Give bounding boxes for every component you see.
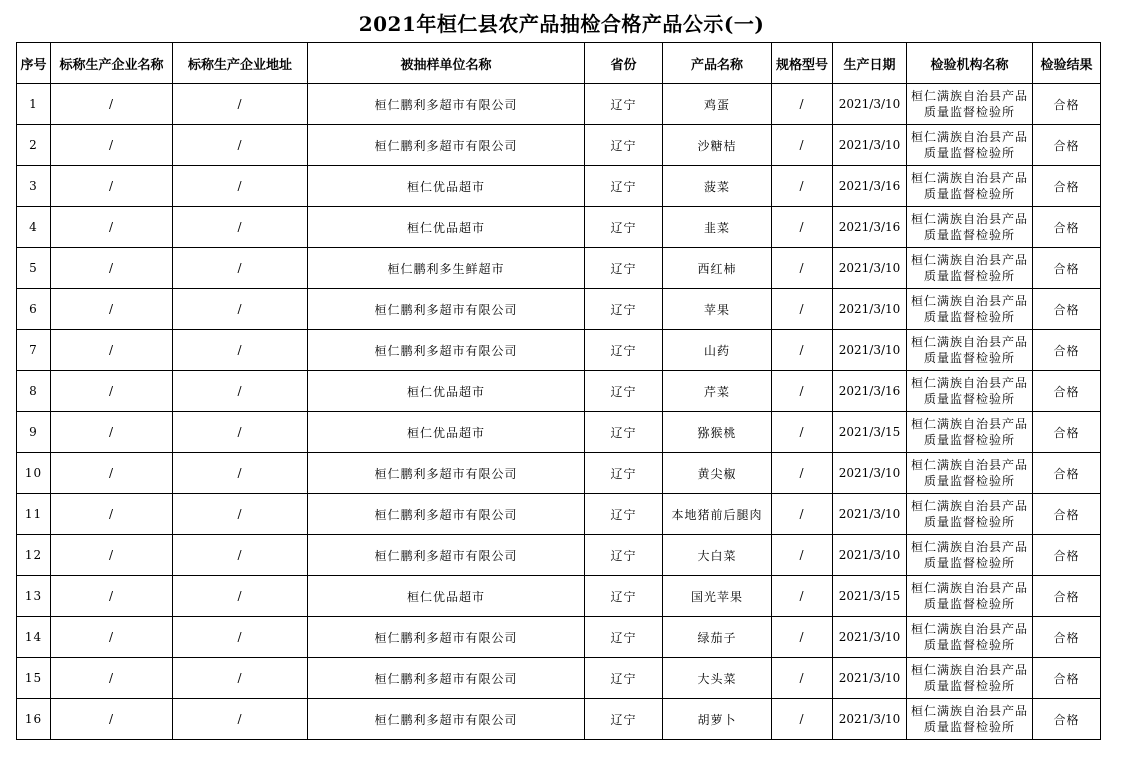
cell-result: 合格 — [1033, 166, 1101, 207]
header-row — [17, 43, 1101, 84]
cell-sampled-unit: 桓仁鹏利多生鲜超市 — [308, 248, 585, 289]
cell-province: 辽宁 — [585, 576, 663, 617]
org-line-2: 质量监督检验所 — [923, 556, 1015, 570]
table-row — [17, 576, 1101, 617]
cell-spec: / — [772, 84, 833, 125]
cell-production-date: 2021/3/10 — [833, 658, 907, 699]
cell-company-name: / — [51, 453, 173, 494]
header-product-name: 产品名称 — [663, 43, 772, 84]
cell-company-name: / — [51, 576, 173, 617]
cell-production-date: 2021/3/10 — [833, 453, 907, 494]
cell-result: 合格 — [1033, 412, 1101, 453]
org-line-1: 桓仁满族自治县产品 — [910, 294, 1028, 308]
cell-product-name: 沙糖桔 — [663, 125, 772, 166]
cell-serial-no: 8 — [17, 371, 51, 412]
cell-production-date: 2021/3/10 — [833, 289, 907, 330]
cell-company-name: / — [51, 125, 173, 166]
cell-production-date: 2021/3/10 — [833, 535, 907, 576]
cell-product-name: 猕猴桃 — [663, 412, 772, 453]
cell-company-address: / — [173, 576, 308, 617]
cell-sampled-unit: 桓仁优品超市 — [308, 371, 585, 412]
org-line-2: 质量监督检验所 — [923, 474, 1015, 488]
cell-result: 合格 — [1033, 125, 1101, 166]
table-row — [17, 535, 1101, 576]
cell-sampled-unit: 桓仁鹏利多超市有限公司 — [308, 289, 585, 330]
table-row — [17, 617, 1101, 658]
cell-spec: / — [772, 535, 833, 576]
org-line-1: 桓仁满族自治县产品 — [910, 212, 1028, 226]
header-company-address: 标称生产企业地址 — [173, 43, 308, 84]
cell-result: 合格 — [1033, 84, 1101, 125]
header-sampled-unit: 被抽样单位名称 — [308, 43, 585, 84]
org-line-1: 桓仁满族自治县产品 — [910, 622, 1028, 636]
cell-sampled-unit: 桓仁鹏利多超市有限公司 — [308, 494, 585, 535]
cell-sampled-unit: 桓仁鹏利多超市有限公司 — [308, 453, 585, 494]
cell-inspection-org — [907, 166, 1033, 207]
cell-company-name: / — [51, 289, 173, 330]
cell-sampled-unit: 桓仁鹏利多超市有限公司 — [308, 699, 585, 740]
org-line-2: 质量监督检验所 — [923, 187, 1015, 201]
cell-serial-no: 5 — [17, 248, 51, 289]
org-line-1: 桓仁满族自治县产品 — [910, 458, 1028, 472]
cell-result: 合格 — [1033, 453, 1101, 494]
table-row — [17, 453, 1101, 494]
org-line-1: 桓仁满族自治县产品 — [910, 171, 1028, 185]
cell-product-name: 本地猪前后腿肉 — [663, 494, 772, 535]
table-row — [17, 84, 1101, 125]
cell-inspection-org — [907, 371, 1033, 412]
cell-company-name: / — [51, 412, 173, 453]
org-line-1: 桓仁满族自治县产品 — [910, 335, 1028, 349]
table-row — [17, 494, 1101, 535]
cell-spec: / — [772, 576, 833, 617]
cell-serial-no: 7 — [17, 330, 51, 371]
cell-company-name: / — [51, 248, 173, 289]
cell-production-date: 2021/3/16 — [833, 207, 907, 248]
cell-production-date: 2021/3/16 — [833, 371, 907, 412]
cell-inspection-org — [907, 289, 1033, 330]
cell-inspection-org — [907, 576, 1033, 617]
table-row — [17, 371, 1101, 412]
cell-company-name: / — [51, 371, 173, 412]
table-body — [17, 84, 1101, 740]
cell-sampled-unit: 桓仁优品超市 — [308, 166, 585, 207]
org-line-2: 质量监督检验所 — [923, 720, 1015, 734]
cell-company-name: / — [51, 330, 173, 371]
cell-inspection-org — [907, 494, 1033, 535]
header-inspection-org: 检验机构名称 — [907, 43, 1033, 84]
cell-inspection-org — [907, 453, 1033, 494]
cell-inspection-org — [907, 658, 1033, 699]
cell-product-name: 山药 — [663, 330, 772, 371]
cell-company-address: / — [173, 125, 308, 166]
cell-company-address: / — [173, 330, 308, 371]
cell-spec: / — [772, 658, 833, 699]
cell-spec: / — [772, 412, 833, 453]
header-province: 省份 — [585, 43, 663, 84]
cell-product-name: 西红柿 — [663, 248, 772, 289]
cell-company-address: / — [173, 535, 308, 576]
cell-product-name: 芹菜 — [663, 371, 772, 412]
cell-company-address: / — [173, 658, 308, 699]
cell-sampled-unit: 桓仁鹏利多超市有限公司 — [308, 125, 585, 166]
cell-province: 辽宁 — [585, 453, 663, 494]
header-serial-no: 序号 — [17, 43, 51, 84]
table-row — [17, 248, 1101, 289]
cell-result: 合格 — [1033, 699, 1101, 740]
cell-serial-no: 4 — [17, 207, 51, 248]
cell-serial-no: 13 — [17, 576, 51, 617]
org-line-2: 质量监督检验所 — [923, 515, 1015, 529]
cell-inspection-org — [907, 330, 1033, 371]
org-line-2: 质量监督检验所 — [923, 351, 1015, 365]
cell-result: 合格 — [1033, 207, 1101, 248]
cell-company-address: / — [173, 166, 308, 207]
org-line-1: 桓仁满族自治县产品 — [910, 376, 1028, 390]
cell-spec: / — [772, 166, 833, 207]
header-company-name: 标称生产企业名称 — [51, 43, 173, 84]
cell-spec: / — [772, 330, 833, 371]
cell-result: 合格 — [1033, 330, 1101, 371]
cell-province: 辽宁 — [585, 248, 663, 289]
cell-company-address: / — [173, 371, 308, 412]
cell-inspection-org — [907, 412, 1033, 453]
cell-province: 辽宁 — [585, 535, 663, 576]
table-row — [17, 125, 1101, 166]
cell-inspection-org — [907, 535, 1033, 576]
cell-serial-no: 12 — [17, 535, 51, 576]
cell-serial-no: 9 — [17, 412, 51, 453]
cell-product-name: 黄尖椒 — [663, 453, 772, 494]
cell-product-name: 韭菜 — [663, 207, 772, 248]
header-production-date: 生产日期 — [833, 43, 907, 84]
cell-result: 合格 — [1033, 371, 1101, 412]
org-line-2: 质量监督检验所 — [923, 146, 1015, 160]
page-title: 2021年桓仁县农产品抽检合格产品公示(一) — [358, 12, 765, 36]
cell-serial-no: 10 — [17, 453, 51, 494]
table-row — [17, 412, 1101, 453]
org-line-1: 桓仁满族自治县产品 — [910, 417, 1028, 431]
table-row — [17, 289, 1101, 330]
header-spec: 规格型号 — [772, 43, 833, 84]
org-line-1: 桓仁满族自治县产品 — [910, 704, 1028, 718]
cell-company-address: / — [173, 494, 308, 535]
cell-spec: / — [772, 371, 833, 412]
cell-serial-no: 14 — [17, 617, 51, 658]
cell-company-name: / — [51, 166, 173, 207]
cell-spec: / — [772, 494, 833, 535]
cell-inspection-org — [907, 84, 1033, 125]
cell-province: 辽宁 — [585, 617, 663, 658]
cell-province: 辽宁 — [585, 330, 663, 371]
cell-inspection-org — [907, 207, 1033, 248]
cell-spec: / — [772, 248, 833, 289]
cell-spec: / — [772, 207, 833, 248]
cell-production-date: 2021/3/15 — [833, 412, 907, 453]
cell-product-name: 菠菜 — [663, 166, 772, 207]
org-line-2: 质量监督检验所 — [923, 105, 1015, 119]
cell-company-address: / — [173, 207, 308, 248]
cell-province: 辽宁 — [585, 207, 663, 248]
org-line-2: 质量监督检验所 — [923, 392, 1015, 406]
org-line-2: 质量监督检验所 — [923, 269, 1015, 283]
cell-province: 辽宁 — [585, 125, 663, 166]
cell-production-date: 2021/3/10 — [833, 84, 907, 125]
cell-sampled-unit: 桓仁鹏利多超市有限公司 — [308, 84, 585, 125]
table-row — [17, 330, 1101, 371]
cell-company-address: / — [173, 84, 308, 125]
cell-company-name: / — [51, 494, 173, 535]
cell-inspection-org — [907, 125, 1033, 166]
cell-spec: / — [772, 289, 833, 330]
cell-spec: / — [772, 125, 833, 166]
cell-province: 辽宁 — [585, 494, 663, 535]
cell-product-name: 大白菜 — [663, 535, 772, 576]
org-line-1: 桓仁满族自治县产品 — [910, 663, 1028, 677]
cell-result: 合格 — [1033, 289, 1101, 330]
cell-inspection-org — [907, 248, 1033, 289]
cell-product-name: 胡萝卜 — [663, 699, 772, 740]
table-row — [17, 166, 1101, 207]
cell-sampled-unit: 桓仁鹏利多超市有限公司 — [308, 535, 585, 576]
cell-company-name: / — [51, 699, 173, 740]
cell-result: 合格 — [1033, 494, 1101, 535]
cell-company-name: / — [51, 207, 173, 248]
cell-production-date: 2021/3/10 — [833, 248, 907, 289]
cell-production-date: 2021/3/10 — [833, 617, 907, 658]
org-line-2: 质量监督检验所 — [923, 597, 1015, 611]
cell-production-date: 2021/3/10 — [833, 125, 907, 166]
cell-sampled-unit: 桓仁鹏利多超市有限公司 — [308, 658, 585, 699]
cell-spec: / — [772, 453, 833, 494]
cell-company-name: / — [51, 535, 173, 576]
cell-company-address: / — [173, 453, 308, 494]
cell-result: 合格 — [1033, 248, 1101, 289]
org-line-1: 桓仁满族自治县产品 — [910, 581, 1028, 595]
cell-company-address: / — [173, 412, 308, 453]
cell-spec: / — [772, 699, 833, 740]
inspection-table — [16, 42, 1101, 740]
cell-province: 辽宁 — [585, 371, 663, 412]
cell-province: 辽宁 — [585, 412, 663, 453]
cell-result: 合格 — [1033, 617, 1101, 658]
cell-company-name: / — [51, 658, 173, 699]
org-line-2: 质量监督检验所 — [923, 228, 1015, 242]
cell-result: 合格 — [1033, 658, 1101, 699]
cell-province: 辽宁 — [585, 658, 663, 699]
org-line-2: 质量监督检验所 — [923, 310, 1015, 324]
cell-inspection-org — [907, 617, 1033, 658]
cell-serial-no: 16 — [17, 699, 51, 740]
cell-spec: / — [772, 617, 833, 658]
cell-company-name: / — [51, 84, 173, 125]
cell-production-date: 2021/3/16 — [833, 166, 907, 207]
cell-province: 辽宁 — [585, 289, 663, 330]
cell-province: 辽宁 — [585, 84, 663, 125]
cell-serial-no: 11 — [17, 494, 51, 535]
cell-province: 辽宁 — [585, 699, 663, 740]
cell-result: 合格 — [1033, 535, 1101, 576]
cell-sampled-unit: 桓仁鹏利多超市有限公司 — [308, 617, 585, 658]
cell-production-date: 2021/3/10 — [833, 494, 907, 535]
cell-production-date: 2021/3/10 — [833, 330, 907, 371]
org-line-1: 桓仁满族自治县产品 — [910, 499, 1028, 513]
cell-company-address: / — [173, 699, 308, 740]
cell-product-name: 绿茄子 — [663, 617, 772, 658]
cell-province: 辽宁 — [585, 166, 663, 207]
cell-inspection-org — [907, 699, 1033, 740]
cell-sampled-unit: 桓仁优品超市 — [308, 207, 585, 248]
cell-serial-no: 2 — [17, 125, 51, 166]
cell-production-date: 2021/3/10 — [833, 699, 907, 740]
cell-sampled-unit: 桓仁优品超市 — [308, 412, 585, 453]
table-row — [17, 658, 1101, 699]
cell-product-name: 苹果 — [663, 289, 772, 330]
cell-company-address: / — [173, 617, 308, 658]
org-line-1: 桓仁满族自治县产品 — [910, 540, 1028, 554]
table-row — [17, 699, 1101, 740]
cell-production-date: 2021/3/15 — [833, 576, 907, 617]
cell-sampled-unit: 桓仁优品超市 — [308, 576, 585, 617]
cell-product-name: 国光苹果 — [663, 576, 772, 617]
cell-serial-no: 6 — [17, 289, 51, 330]
cell-serial-no: 3 — [17, 166, 51, 207]
header-result: 检验结果 — [1033, 43, 1101, 84]
cell-company-address: / — [173, 289, 308, 330]
cell-company-address: / — [173, 248, 308, 289]
org-line-2: 质量监督检验所 — [923, 638, 1015, 652]
cell-serial-no: 15 — [17, 658, 51, 699]
table-row — [17, 207, 1101, 248]
org-line-1: 桓仁满族自治县产品 — [910, 89, 1028, 103]
org-line-2: 质量监督检验所 — [923, 433, 1015, 447]
cell-sampled-unit: 桓仁鹏利多超市有限公司 — [308, 330, 585, 371]
cell-result: 合格 — [1033, 576, 1101, 617]
cell-company-name: / — [51, 617, 173, 658]
org-line-1: 桓仁满族自治县产品 — [910, 253, 1028, 267]
org-line-1: 桓仁满族自治县产品 — [910, 130, 1028, 144]
cell-serial-no: 1 — [17, 84, 51, 125]
cell-product-name: 大头菜 — [663, 658, 772, 699]
org-line-2: 质量监督检验所 — [923, 679, 1015, 693]
cell-product-name: 鸡蛋 — [663, 84, 772, 125]
